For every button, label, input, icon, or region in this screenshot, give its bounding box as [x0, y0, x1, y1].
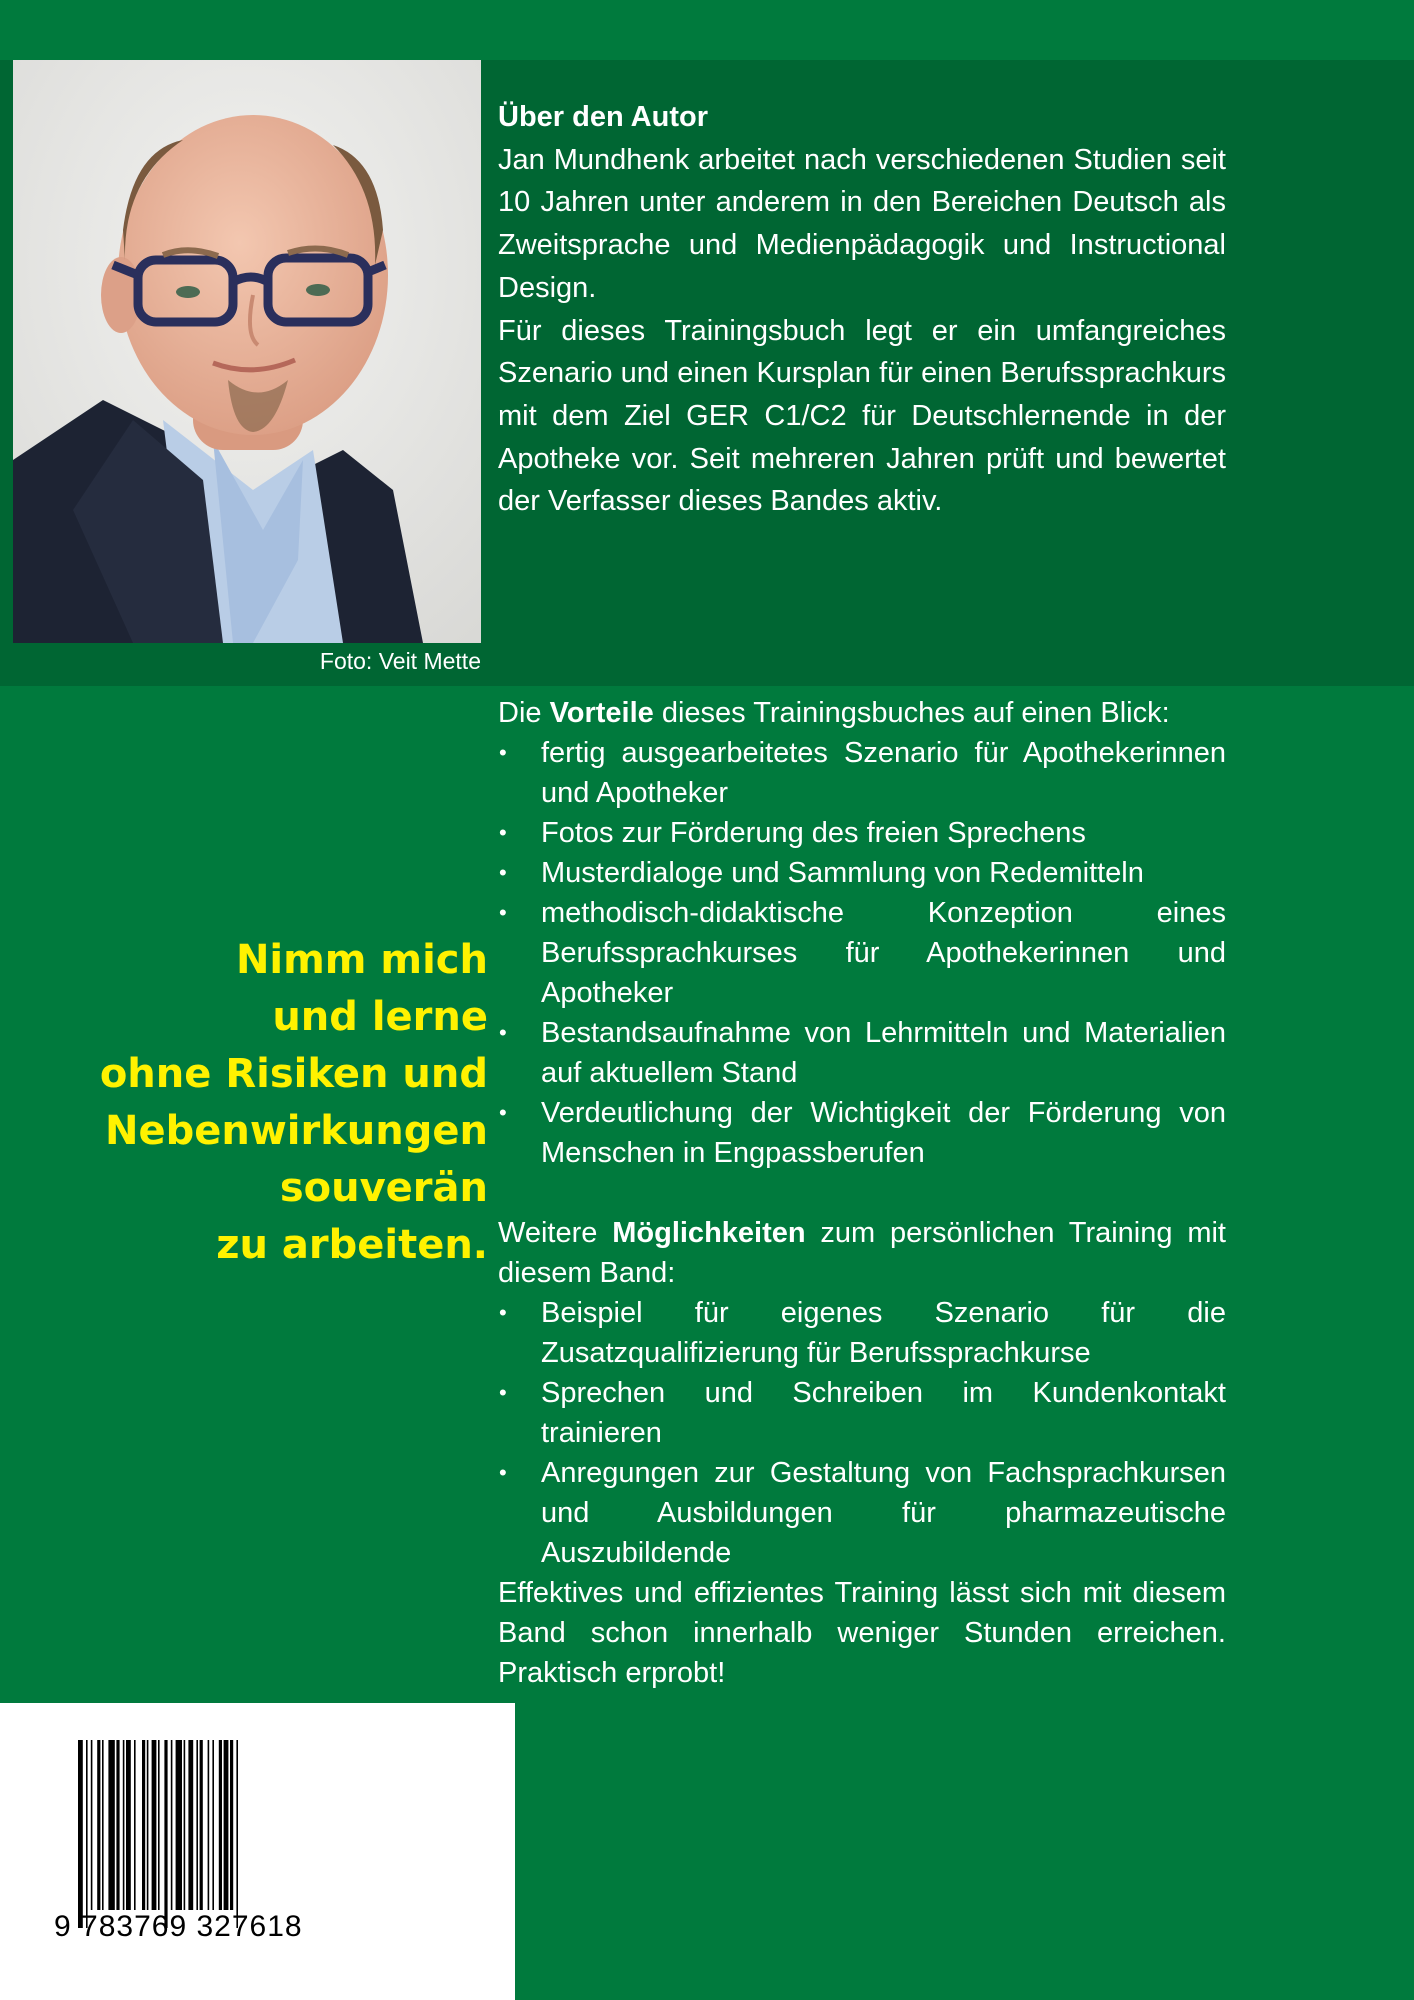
slogan-line: souverän	[279, 1165, 488, 1211]
list-item: • methodisch-didaktische Konzeption eines Berufssprachkurses für Apothekerinnen und Apotheker	[498, 893, 1226, 1013]
benefits-list	[498, 733, 1226, 1173]
barcode-bar	[184, 1740, 186, 1910]
author-photo	[13, 60, 481, 643]
barcode-bar	[102, 1740, 104, 1910]
about-heading: Über den Autor	[498, 101, 708, 133]
benefits-intro-post: dieses Trainingsbuches auf einen Blick:	[653, 697, 1170, 729]
barcode-bar	[78, 1740, 83, 1928]
slogan-line: und lerne	[272, 994, 488, 1040]
list-item: • fertig ausgearbeitetes Szenario für Apothekerinnen und Apotheker	[498, 733, 1226, 813]
list-item: • Bestandsaufnahme von Lehrmitteln und Materialien auf aktuellem Stand	[498, 1013, 1226, 1093]
barcode-bar	[134, 1740, 136, 1910]
barcode-bar	[219, 1740, 222, 1910]
options-intro-pre: Weitere	[498, 1217, 613, 1249]
barcode-bar	[97, 1740, 100, 1910]
barcode-bar	[91, 1740, 93, 1910]
barcode-bar	[123, 1740, 125, 1910]
options-intro	[498, 1213, 1226, 1293]
barcode-bar	[126, 1740, 131, 1910]
slogan-line: Nimm mich	[235, 937, 488, 983]
barcode-bar	[171, 1740, 173, 1910]
benefits-intro-bold: Vorteile	[549, 697, 654, 729]
barcode-bar	[152, 1740, 157, 1910]
list-item: • Sprechen und Schreiben im Kundenkontakt trainieren	[498, 1373, 1226, 1453]
barcode-bar	[212, 1740, 214, 1910]
barcode-bar	[200, 1740, 203, 1910]
options-intro-post: zum persönlichen Training mit diesem Band:	[498, 1217, 1226, 1289]
benefits-intro	[498, 693, 1226, 733]
list-item: • Anregungen zur Gestaltung von Fachsprachkursen und Ausbildungen für pharmazeutische Auszubildende	[498, 1453, 1226, 1573]
benefits-section	[498, 693, 1226, 1693]
barcode-bar	[116, 1740, 119, 1910]
barcode-bar	[142, 1740, 145, 1910]
barcode-bar	[188, 1740, 193, 1910]
barcode-bar	[224, 1740, 229, 1910]
options-intro-bold: Möglichkeiten	[612, 1217, 806, 1249]
barcode-bar	[196, 1740, 198, 1910]
barcode-bar	[158, 1740, 160, 1910]
barcode-bar	[176, 1740, 182, 1910]
benefits-intro-pre: Die	[498, 697, 550, 729]
list-item: • Beispiel für eigenes Szenario für die Zusatzqualifizierung für Berufssprachkurse	[498, 1293, 1226, 1373]
barcode-bar	[86, 1740, 88, 1928]
options-list	[498, 1293, 1226, 1573]
slogan-line: zu arbeiten.	[216, 1222, 488, 1268]
list-item: • Verdeutlichung der Wichtigkeit der Förderung von Menschen in Engpassberufen	[498, 1093, 1226, 1173]
slogan	[40, 932, 488, 1274]
about-paragraph-2: Für dieses Trainingsbuch legt er ein umfangreiches Szenario und einen Kursplan für einen Berufssprachkurs mit dem Ziel GER C1/C2 für Deutschlernende in der Apotheke vor. Seit mehreren Jahren prüft und bewertet der Verfasser dieses Bandes aktiv.	[498, 314, 1226, 518]
barcode-bar	[147, 1740, 149, 1910]
barcode-bar	[230, 1740, 233, 1910]
closing-text: Effektives und effizientes Training lässt sich mit diesem Band schon innerhalb weniger Stunden erreichen. Praktisch erprobt!	[498, 1577, 1226, 1689]
portrait-image	[13, 60, 481, 643]
about-author-section	[498, 96, 1226, 523]
photo-credit: Foto: Veit Mette	[319, 648, 481, 674]
list-item: • Musterdialoge und Sammlung von Redemitteln	[498, 853, 1226, 893]
slogan-line: Nebenwirkungen	[104, 1108, 488, 1154]
barcode-panel	[0, 1703, 515, 2000]
barcode-bar	[164, 1740, 167, 1928]
barcode-bar	[236, 1740, 238, 1928]
about-paragraph-1: Jan Mundhenk arbeitet nach verschiedenen Studien seit 10 Jahren unter anderem in den Bereichen Deutsch als Zweitsprache und Medienpädagogik und Instructional Design.	[498, 143, 1226, 304]
barcode-bar	[208, 1740, 210, 1910]
list-item: • Fotos zur Förderung des freien Sprechens	[498, 813, 1226, 853]
barcode-bar	[108, 1740, 114, 1910]
slogan-line: ohne Risiken und	[99, 1051, 488, 1097]
isbn-number: 9 783769 327618	[54, 1910, 303, 1943]
